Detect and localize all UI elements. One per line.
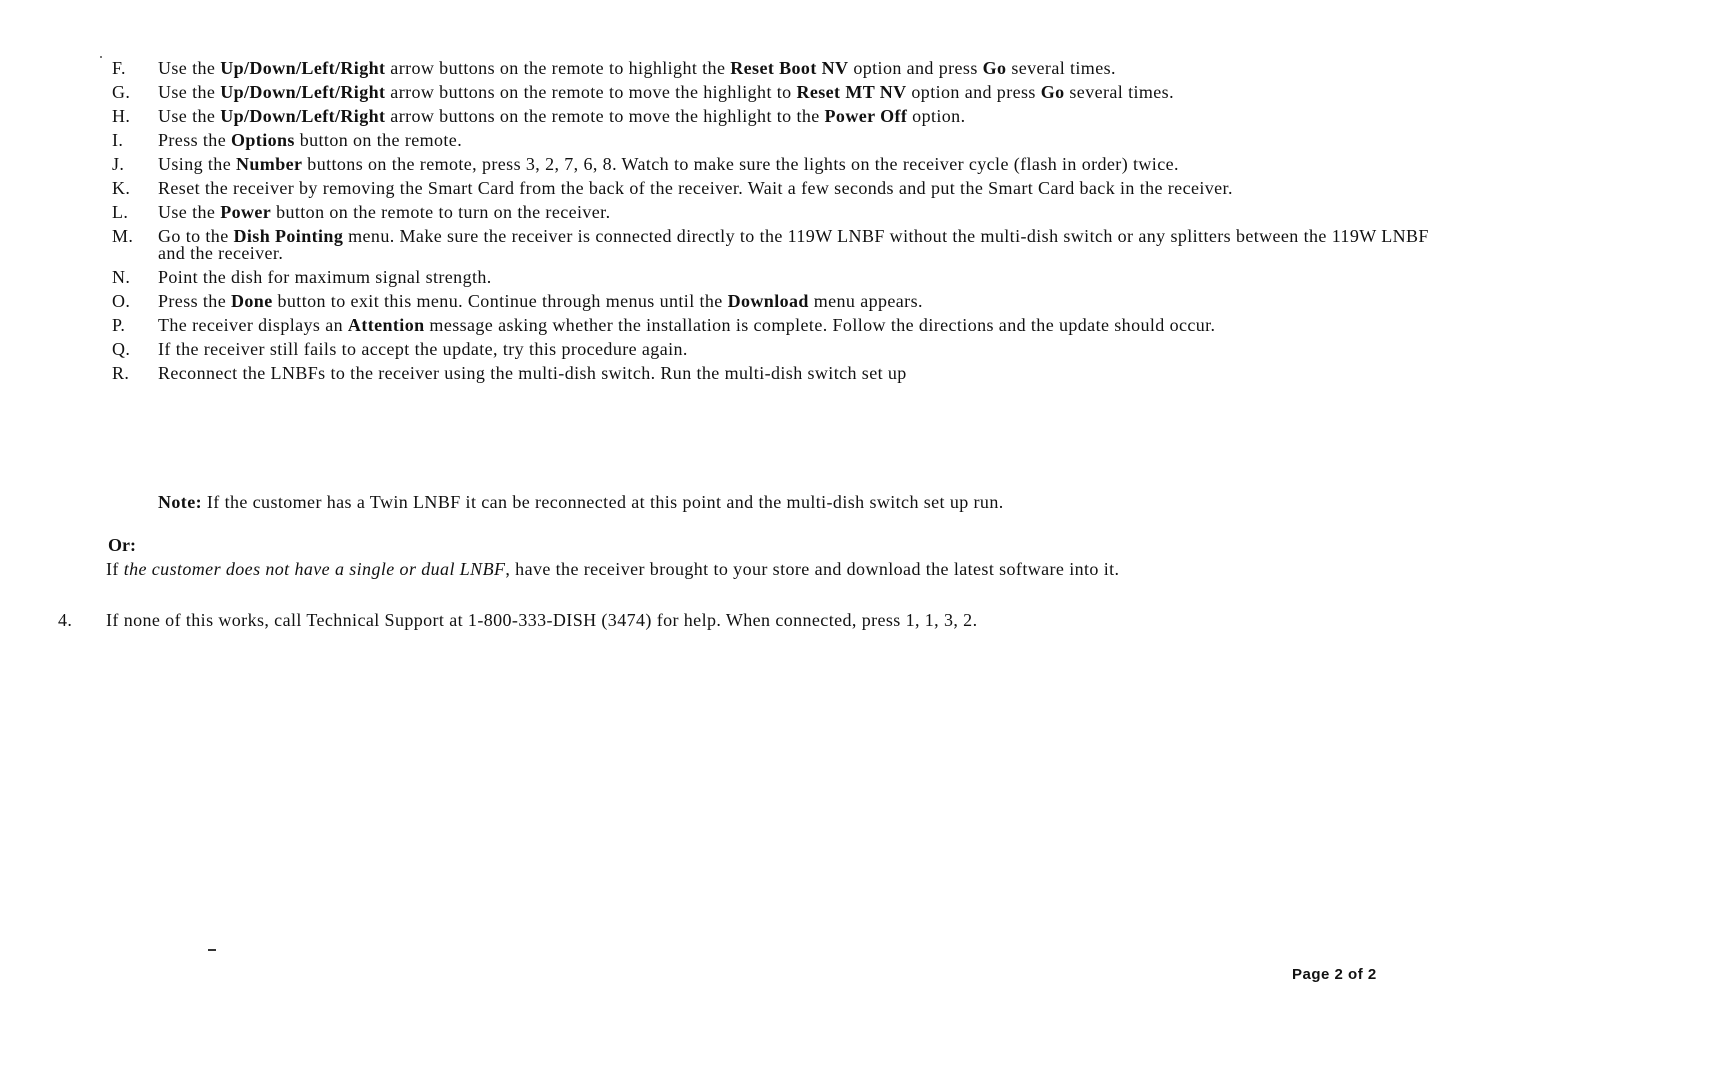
step-letter: F. (112, 58, 126, 78)
step-letter: H. (112, 106, 131, 126)
alternative-condition: the customer does not have a single or dual LNBF (123, 559, 506, 579)
step-letter: I. (112, 130, 124, 150)
step-letter: G. (112, 82, 131, 102)
alternative-paragraph: If the customer does not have a single or dual LNBF, have the receiver brought to your store and download the latest software into it. (106, 559, 1120, 579)
step-letter: N. (112, 267, 131, 287)
step-i: I. Press the Options button on the remote. (112, 130, 463, 150)
step-letter: R. (112, 363, 130, 383)
step-r: R. Reconnect the LNBFs to the receiver using the multi-dish switch. Run the multi-dish switch set up (112, 363, 907, 383)
step-g: G. Use the Up/Down/Left/Right arrow buttons on the remote to move the highlight to Reset MT NV option and press Go several times. (112, 82, 1174, 102)
step-k: K. Reset the receiver by removing the Smart Card from the back of the receiver. Wait a few seconds and put the Smart Card back in the receiver. (112, 178, 1233, 198)
step-o: O. Press the Done button to exit this menu. Continue through menus until the Download menu appears. (112, 291, 923, 311)
procedure-steps (108, 60, 1438, 389)
or-heading: Or: (108, 535, 136, 555)
step-n: N. Point the dish for maximum signal strength. (112, 267, 492, 287)
scan-speck (208, 949, 216, 951)
step-j: J. Using the Number buttons on the remote, press 3, 2, 7, 6, 8. Watch to make sure the lights on the receiver cycle (flash in order) twice. (112, 154, 1179, 174)
step-p: P. The receiver displays an Attention message asking whether the installation is complete. Follow the directions and the update should occur. (112, 315, 1216, 335)
step-4 (58, 612, 1486, 629)
step-number: 4. (58, 610, 73, 630)
step-letter: P. (112, 315, 126, 335)
step-letter: J. (112, 154, 125, 174)
note-label: Note: (158, 492, 202, 512)
step-letter: M. (112, 226, 134, 246)
step-letter: O. (112, 291, 131, 311)
step-h: H. Use the Up/Down/Left/Right arrow buttons on the remote to move the highlight to the Power Off option. (112, 106, 966, 126)
step-letter: K. (112, 178, 131, 198)
step-letter: Q. (112, 339, 131, 359)
step-letter: L. (112, 202, 129, 222)
step-l: L. Use the Power button on the remote to turn on the receiver. (112, 202, 611, 222)
step-f: F. Use the Up/Down/Left/Right arrow buttons on the remote to highlight the Reset Boot NV option and press Go several times. (112, 58, 1116, 78)
note-text: If the customer has a Twin LNBF it can be reconnected at this point and the multi-dish switch set up run. (201, 492, 1004, 512)
scan-speck (100, 56, 102, 58)
page-number: Page 2 of 2 (1292, 966, 1377, 983)
step-4-text: If none of this works, call Technical Support at 1-800-333-DISH (3474) for help. When connected, press 1, 1, 3, 2. (106, 610, 978, 630)
note-paragraph (158, 494, 1418, 511)
step-m: M. Go to the Dish Pointing menu. Make sure the receiver is connected directly to the 119W LNBF without the multi-dish switch or any splitters between the 119W LNBF and the receiver. (112, 226, 1429, 263)
step-q: Q. If the receiver still fails to accept the update, try this procedure again. (112, 339, 688, 359)
